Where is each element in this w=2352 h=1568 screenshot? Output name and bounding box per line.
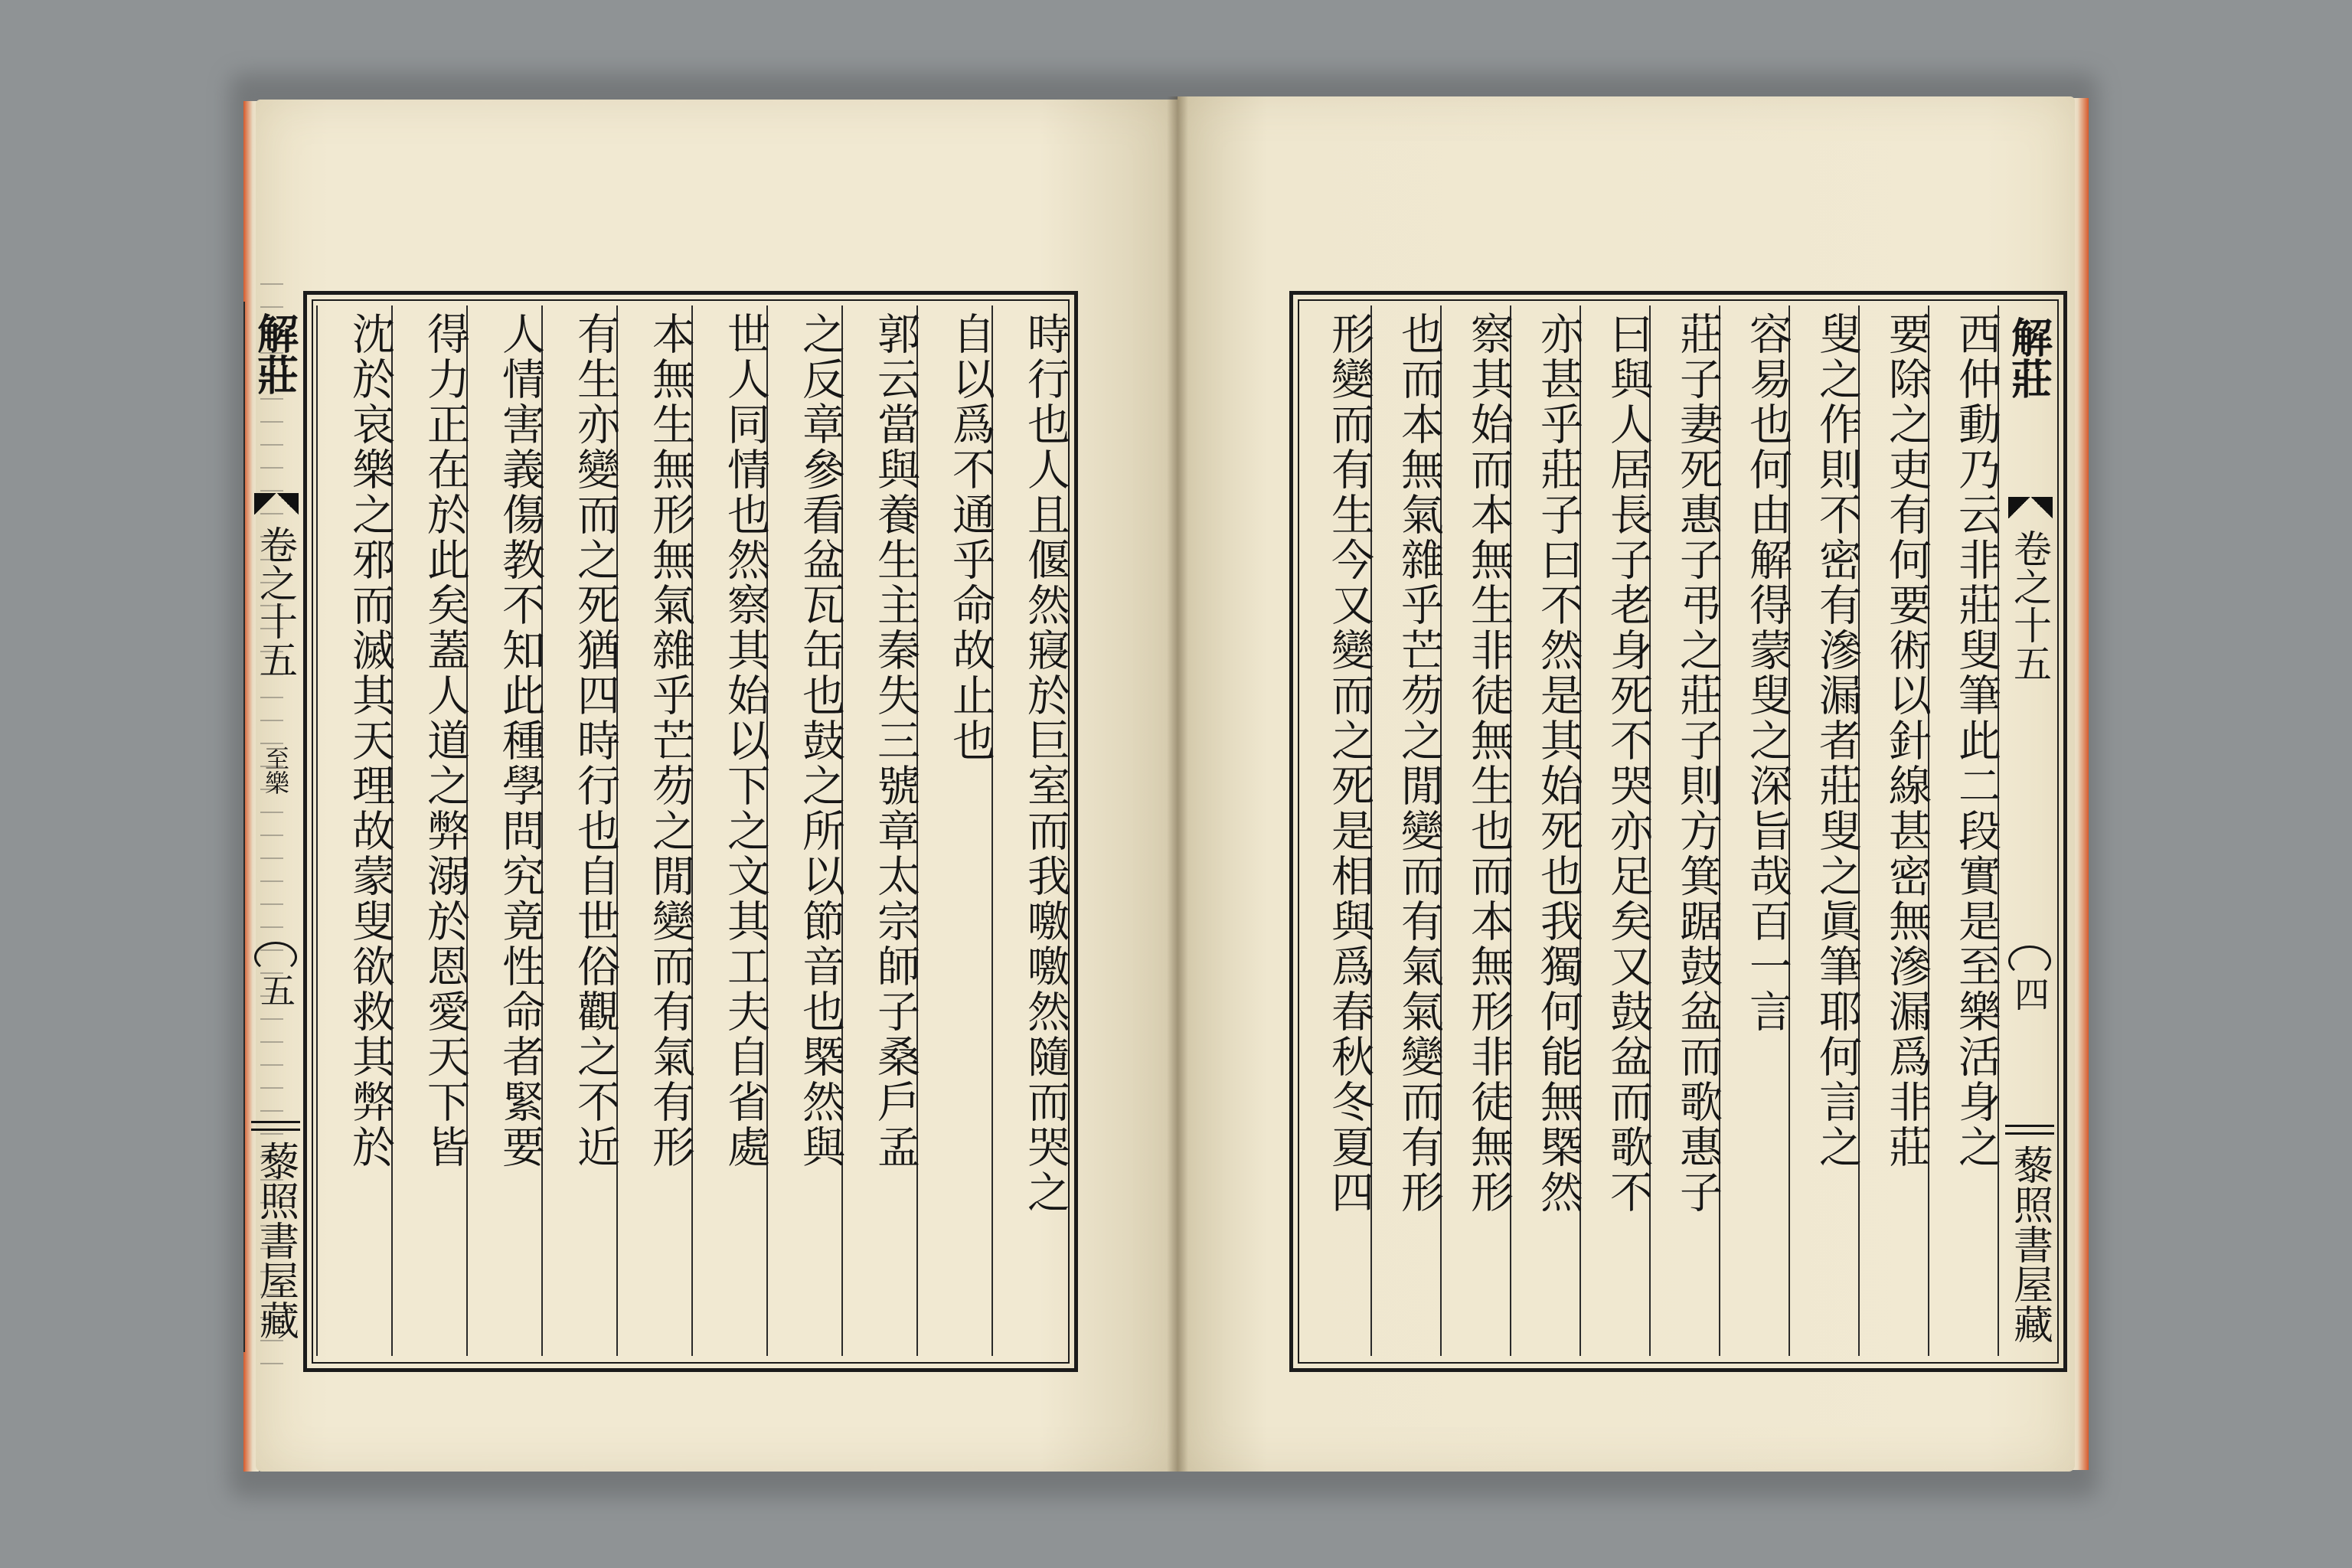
page-bracket-icon bbox=[254, 942, 297, 972]
left-col-2: 自以爲不通乎命故止也 bbox=[916, 305, 991, 1356]
right-col-6: 曰與人居長子老身死不哭亦足矣又鼓盆而歌不 bbox=[1579, 305, 1649, 1356]
left-col-4: 之反章參看盆瓦缶也鼓之所以節音也槩然與 bbox=[766, 305, 841, 1356]
banshin-publisher: 藜照書屋藏 bbox=[2006, 1145, 2053, 1344]
right-text-frame bbox=[1289, 291, 2067, 1372]
left-col-9: 得力正在於此矣蓋人道之弊溺於恩愛天下皆 bbox=[391, 305, 466, 1356]
banshin-title: 解莊 bbox=[250, 312, 300, 395]
left-col-5: 世人同情也然察其始以下之文其工夫自省處 bbox=[691, 305, 766, 1356]
left-col-1: 時行也人且偃然寢於巨室而我噭噭然隨而哭之 bbox=[991, 305, 1067, 1356]
right-col-5: 莊子妻死惠子弔之莊子則方箕踞鼓盆而歌惠子 bbox=[1649, 305, 1719, 1356]
left-text-frame bbox=[303, 291, 1078, 1372]
banshin-section: 至樂 bbox=[261, 746, 290, 795]
fish-tail-mark-icon bbox=[2008, 497, 2053, 518]
banshin-volume: 卷之十五 bbox=[2007, 529, 2052, 682]
right-col-9: 也而本無氣雜乎芒芴之閒變而有氣氣變而有形 bbox=[1370, 305, 1440, 1356]
banshin-page-number: 五 bbox=[255, 972, 296, 1008]
banshin-page-number: 四 bbox=[2009, 976, 2050, 1011]
fish-tail-mark-icon bbox=[254, 493, 299, 514]
right-col-7: 亦甚乎莊子曰不然是其始死也我獨何能無槩然 bbox=[1510, 305, 1579, 1356]
banshin-title: 解莊 bbox=[2004, 316, 2054, 399]
book-gutter bbox=[1167, 96, 1188, 1472]
left-col-10: 沈於哀樂之邪而滅其天理故蒙叟欲救其弊於 bbox=[316, 305, 391, 1356]
left-banshin bbox=[243, 302, 306, 1352]
right-col-1: 西仲動乃云非莊叟筆此二段實是至樂活身之 bbox=[1928, 305, 1998, 1356]
right-col-10: 形變而有生今又變而之死是相與爲春秋冬夏四 bbox=[1325, 312, 1374, 1215]
page-bracket-icon bbox=[2008, 946, 2051, 976]
left-col-8: 人情害義傷教不知此種學問究竟性命者緊要 bbox=[466, 305, 541, 1356]
right-banshin bbox=[1998, 305, 2060, 1356]
right-col-8: 察其始而本無生非徒無生也而本無形非徒無形 bbox=[1440, 305, 1510, 1356]
left-col-7: 有生亦變而之死猶四時行也自世俗觀之不近 bbox=[541, 305, 616, 1356]
banshin-volume: 卷之十五 bbox=[253, 525, 298, 678]
left-col-6: 本無生無形無氣雜乎芒芴之閒變而有氣有形 bbox=[616, 305, 691, 1356]
right-col-3: 叟之作則不密有滲漏者莊叟之眞筆耶何言之 bbox=[1788, 305, 1858, 1356]
left-col-3: 郭云當與養生主秦失三號章太宗師子桑戶孟 bbox=[841, 305, 916, 1356]
right-col-4: 容易也何由解得蒙叟之深旨哉百一言 bbox=[1719, 305, 1788, 1356]
right-col-2: 要除之吏有何要術以針線甚密無滲漏爲非莊 bbox=[1858, 305, 1928, 1356]
banshin-publisher: 藜照書屋藏 bbox=[252, 1141, 299, 1340]
